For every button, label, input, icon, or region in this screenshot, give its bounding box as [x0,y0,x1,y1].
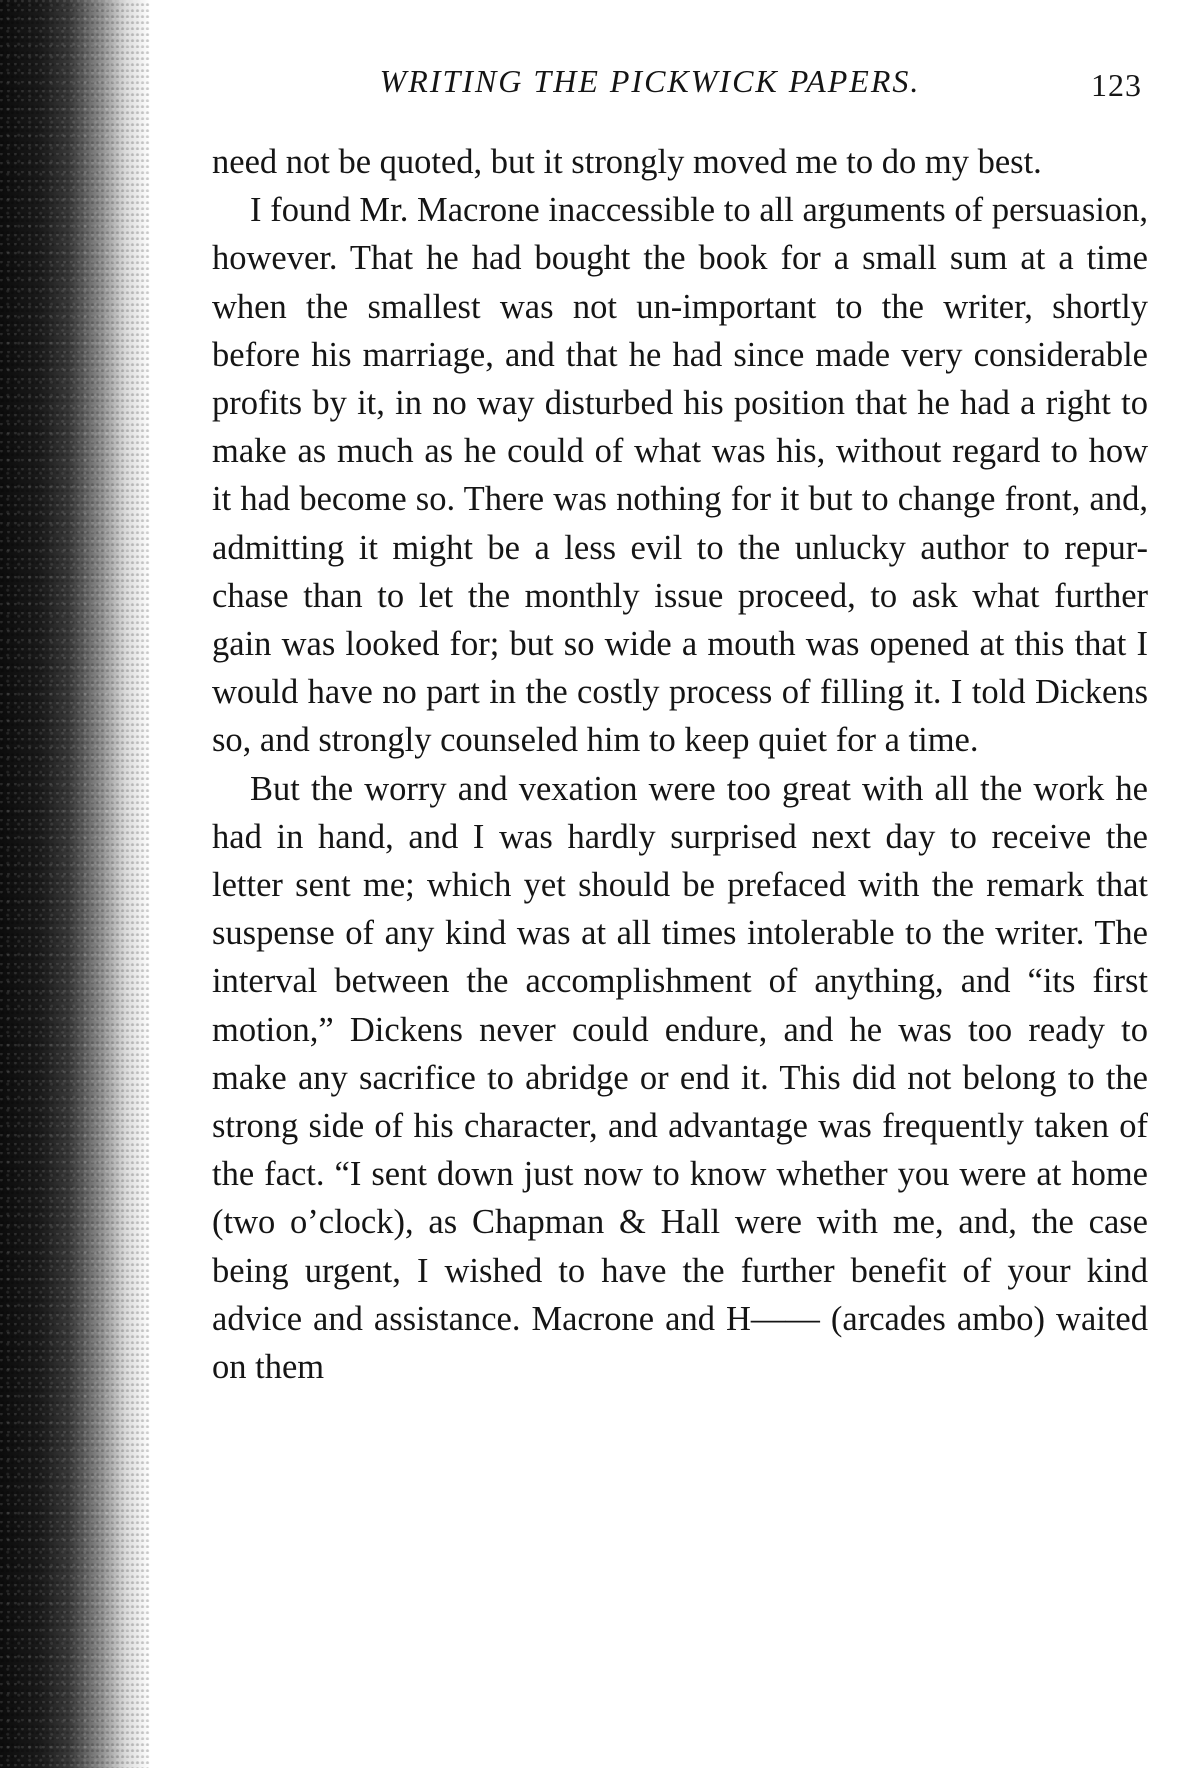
paragraph-continued: need not be quoted, but it strongly moved me to do my best. [212,143,1042,181]
running-head-title: WRITING THE PICKWICK PAPERS. [379,63,921,99]
page-number: 123 [1091,67,1142,103]
paragraph: I found Mr. Macrone inaccessible to all arguments of persuasion, however. That he had bought the book for a small sum at a time when the smallest was not un-important to the writer, shortly before his marriage, and that he had since made very considerable profits by it, in no way disturbed his position that he had a right to make as much as he could of what was his, without regard to how it had become so. There was nothing for it but to change front, and, admitting it might be a less evil to the unlucky author to repur-chase than to let the monthly issue proceed, to ask what further gain was looked for; but so wide a mouth was opened at this that I would have no part in the costly process of filling it. I told Dickens so, and strongly counseled him to keep quiet for a time. [212,191,1148,760]
running-head [212,56,1148,106]
scan-speckle [0,0,150,1768]
paragraph: But the worry and vexation were too great with all the work he had in hand, and I was hardly surprised next day to receive the letter sent me; which yet should be prefaced with the remark that suspense of any kind was at all times intolerable to the writer. The interval between the accomplishment of anything, and “its first motion,” Dickens never could endure, and he was too ready to make any sacrifice to abridge or end it. This did not belong to the strong side of his character, and advantage was frequently taken of the fact. “I sent down just now to know whether you were at home (two o’clock), as Chapman & Hall were with me, and, the case being urgent, I wished to have the further benefit of your kind advice and assistance. Macrone and H—— (arcades ambo) waited on them [212,769,1148,1387]
book-page [212,56,1148,1391]
body-text [212,138,1148,1391]
